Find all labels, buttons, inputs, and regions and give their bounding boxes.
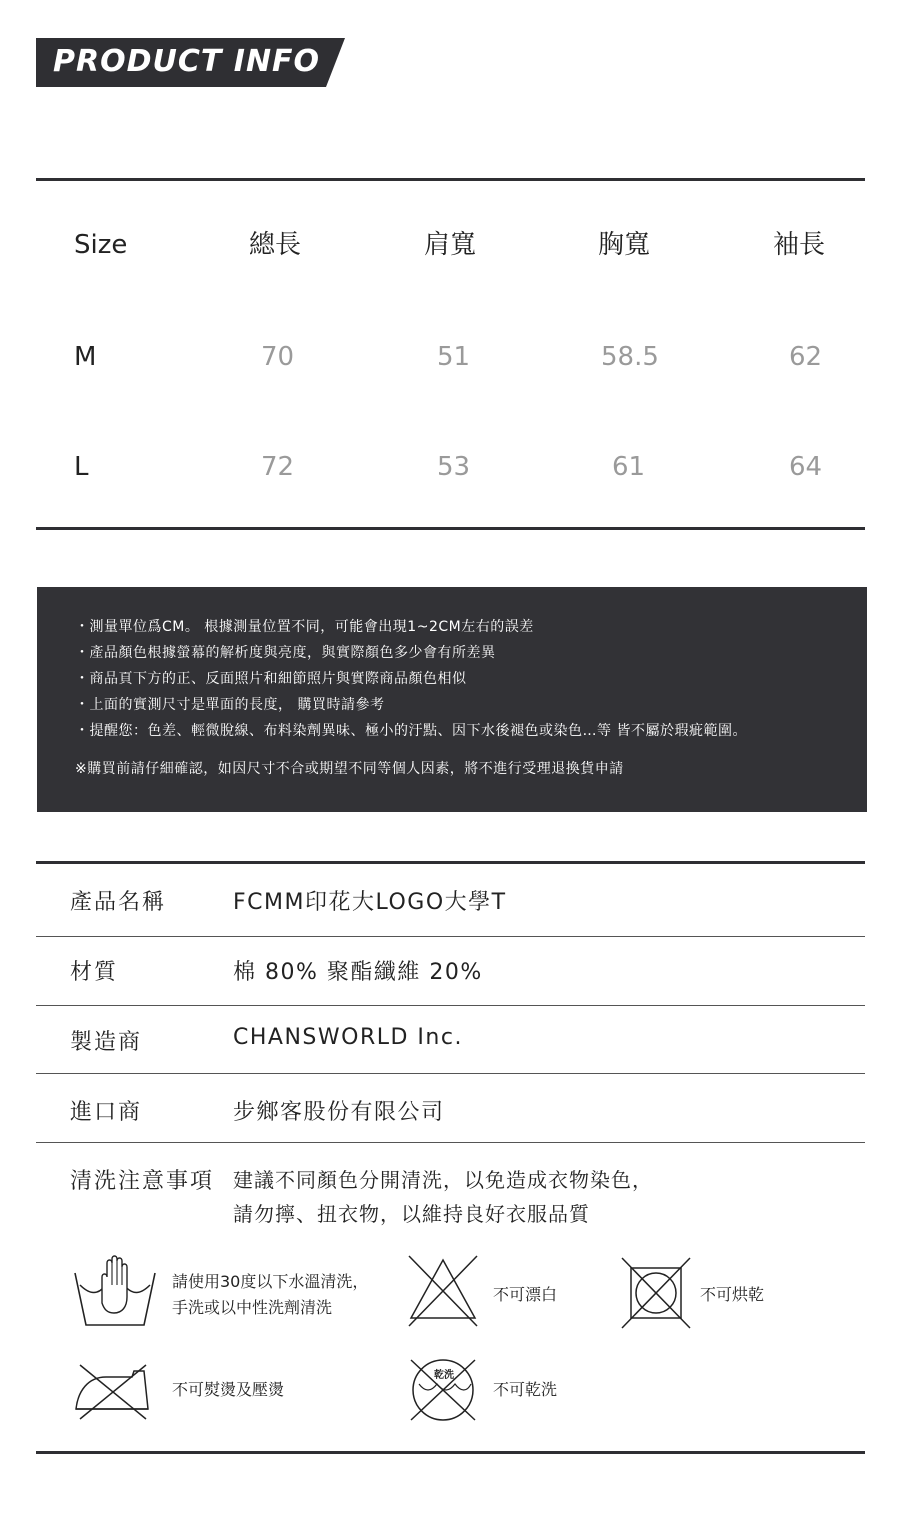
note-line: ・測量單位爲CM。 根據測量位置不同，可能會出現1~2CM左右的誤差 [75,619,534,635]
header-length: 總長 [249,230,302,260]
no-bleach-icon [407,1254,479,1328]
note-line: ・上面的實測尺寸是單面的長度， 購買時請參考 [75,697,385,713]
maker-label: 製造商 [70,1030,143,1055]
dry-clean-symbol-text: 乾洗 [434,1370,454,1381]
size-value-chest: 61 [612,452,646,482]
note-line: ・商品頁下方的正、反面照片和細節照片與實際商品顏色相似 [75,671,467,687]
note-line: ・產品顏色根據螢幕的解析度與亮度，與實際顏色多少會有所差異 [75,645,496,661]
no-iron-icon [72,1361,152,1421]
hand-wash-text: 手洗或以中性洗劑清洗 [172,1298,333,1317]
no-tumble-dry-text: 不可烘乾 [700,1285,765,1304]
no-bleach-text: 不可漂白 [493,1285,558,1304]
spec-divider [36,1005,865,1006]
size-value-chest: 58.5 [601,342,659,372]
hand-wash-text: 請使用30度以下水溫清洗， [172,1272,369,1291]
product-name-label: 產品名稱 [70,890,167,915]
no-dry-clean-icon [407,1356,479,1424]
size-value-length: 70 [261,342,295,372]
product-info-banner [36,38,345,87]
spec-divider [36,1073,865,1074]
spec-table-bottom-rule [36,1451,865,1454]
spec-table-top-rule [36,861,865,864]
header-shoulder: 肩寬 [424,230,477,260]
size-value-sleeve: 62 [789,342,823,372]
banner-title: PRODUCT INFO [53,44,321,79]
maker-value: CHANSWORLD Inc. [233,1025,463,1050]
spec-divider [36,1142,865,1143]
size-table-header [36,225,865,265]
care-label: 清洗注意事項 [70,1169,215,1194]
notes-box [37,587,867,812]
hand-wash-icon [72,1255,158,1327]
product-name-value: FCMM印花大LOGO大學T [233,890,507,915]
care-instruction-line: 請勿擰、扭衣物，以維持良好衣服品質 [233,1202,590,1226]
importer-label: 進口商 [70,1100,143,1125]
header-chest: 胸寬 [598,230,651,260]
size-value-shoulder: 51 [437,342,471,372]
material-label: 材質 [70,960,119,985]
size-value-length: 72 [261,452,295,482]
no-tumble-dry-icon [620,1256,692,1330]
note-line: ・提醒您：色差、輕微脫線、布料染劑異味、極小的汙點、因下水後褪色或染色…等 皆不屬於瑕疵範圍。 [75,723,747,739]
note-warning: ※購買前請仔細確認，如因尺寸不合或期望不同等個人因素，將不進行受理退換貨申請 [75,761,624,777]
material-value: 棉 80% 聚酯纖維 20% [233,960,483,985]
size-value-sleeve: 64 [789,452,823,482]
size-row-m [36,337,865,377]
care-instruction-line: 建議不同顏色分開清洗，以免造成衣物染色， [233,1168,653,1192]
size-label: L [74,452,89,482]
no-iron-text: 不可熨燙及壓燙 [172,1380,285,1399]
header-size: Size [74,230,128,260]
spec-divider [36,936,865,937]
header-sleeve: 袖長 [773,230,826,260]
no-dry-clean-text: 不可乾洗 [493,1380,558,1399]
size-row-l [36,447,865,487]
size-label: M [74,342,97,372]
size-table-top-rule [36,178,865,181]
size-value-shoulder: 53 [437,452,471,482]
size-table-bottom-rule [36,527,865,530]
importer-value: 步鄉客股份有限公司 [233,1100,445,1125]
